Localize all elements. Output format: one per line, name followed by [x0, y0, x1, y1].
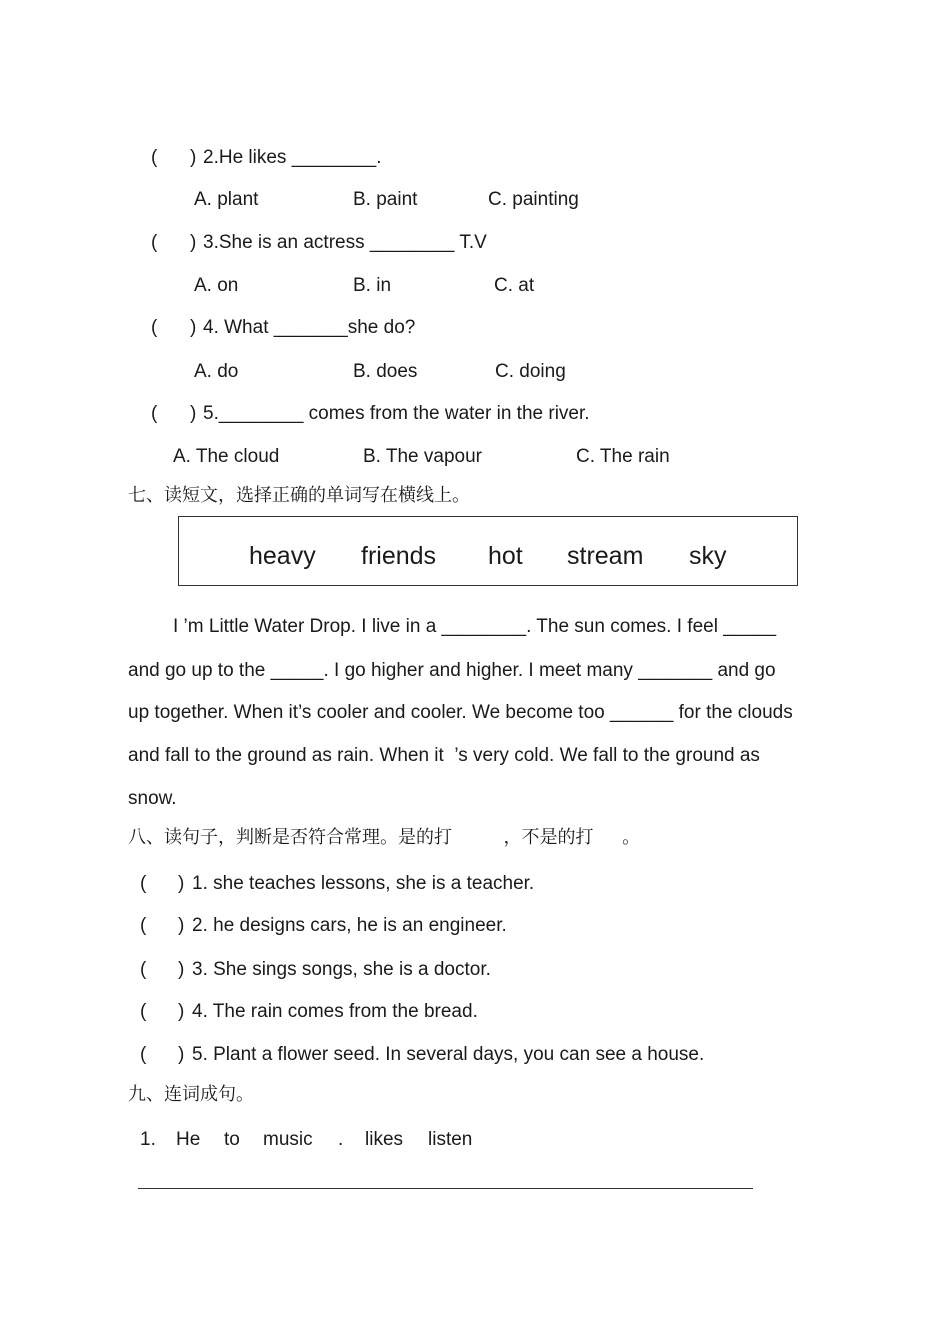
option-a: A. The cloud	[173, 446, 280, 467]
scrambled-word: to	[224, 1129, 240, 1150]
answer-paren-open: (	[140, 1044, 147, 1065]
scrambled-word: likes	[365, 1129, 404, 1150]
option-b: B. The vapour	[363, 446, 483, 467]
answer-paren-close: )	[178, 915, 185, 936]
passage-line: I ’m Little Water Drop. I live in a ________. The sun comes. I feel _____	[173, 616, 777, 637]
scrambled-word: listen	[428, 1129, 473, 1150]
question-stem: 4. What _______she do?	[203, 317, 416, 338]
answer-paren-open: (	[151, 403, 158, 424]
word-bank-item: hot	[488, 542, 523, 570]
passage-line: and fall to the ground as rain. When it ’s very cold. We fall to the ground as	[128, 745, 760, 766]
answer-paren-open: (	[140, 915, 147, 936]
option-c: C. at	[494, 275, 535, 296]
judgement-sentence: 1. she teaches lessons, she is a teacher.	[192, 873, 535, 894]
answer-line[interactable]	[138, 1188, 753, 1189]
option-b: B. does	[353, 361, 418, 382]
passage-line: up together. When it’s cooler and cooler. We become too ______ for the clouds	[128, 702, 793, 723]
option-a: A. on	[194, 275, 239, 296]
question-stem: 3.She is an actress ________ T.V	[203, 232, 487, 253]
judgement-sentence: 2. he designs cars, he is an engineer.	[192, 915, 507, 936]
section7-heading: 七、读短文，选择正确的单词写在横线上。	[128, 485, 470, 506]
answer-paren-open: (	[151, 232, 158, 253]
question-stem: 2.He likes ________.	[203, 147, 382, 168]
answer-paren-close: )	[190, 147, 197, 168]
scrambled-word: .	[338, 1129, 344, 1150]
option-a: A. plant	[194, 189, 259, 210]
scrambled-word: He	[176, 1129, 201, 1150]
answer-paren-close: )	[178, 1044, 185, 1065]
word-bank-item: sky	[689, 542, 727, 570]
answer-paren-close: )	[190, 317, 197, 338]
judgement-sentence: 3. She sings songs, she is a doctor.	[192, 959, 491, 980]
option-c: C. The rain	[576, 446, 670, 467]
answer-paren-open: (	[140, 873, 147, 894]
question-number: 1.	[140, 1129, 156, 1150]
answer-paren-close: )	[178, 959, 185, 980]
word-bank-item: friends	[361, 542, 437, 570]
passage-line: and go up to the _____. I go higher and higher. I meet many _______ and go	[128, 660, 776, 681]
answer-paren-close: )	[178, 873, 185, 894]
option-a: A. do	[194, 361, 239, 382]
answer-paren-close: )	[190, 232, 197, 253]
option-c: C. doing	[495, 361, 566, 382]
passage-line: snow.	[128, 788, 177, 809]
question-stem: 5.________ comes from the water in the river.	[203, 403, 590, 424]
option-b: B. paint	[353, 189, 418, 210]
judgement-sentence: 4. The rain comes from the bread.	[192, 1001, 478, 1022]
answer-paren-close: )	[178, 1001, 185, 1022]
judgement-sentence: 5. Plant a flower seed. In several days, you can see a house.	[192, 1044, 705, 1065]
option-b: B. in	[353, 275, 392, 296]
word-bank-item: stream	[567, 542, 644, 570]
word-bank-item: heavy	[249, 542, 316, 570]
section9-heading: 九、连词成句。	[128, 1084, 254, 1105]
answer-paren-open: (	[151, 317, 158, 338]
section8-heading: 八、读句子，判断是否符合常理。是的打 ，不是的打 。	[128, 827, 641, 848]
answer-paren-open: (	[140, 1001, 147, 1022]
answer-paren-close: )	[190, 403, 197, 424]
answer-paren-open: (	[151, 147, 158, 168]
answer-paren-open: (	[140, 959, 147, 980]
scrambled-word: music	[263, 1129, 313, 1150]
option-c: C. painting	[488, 189, 579, 210]
